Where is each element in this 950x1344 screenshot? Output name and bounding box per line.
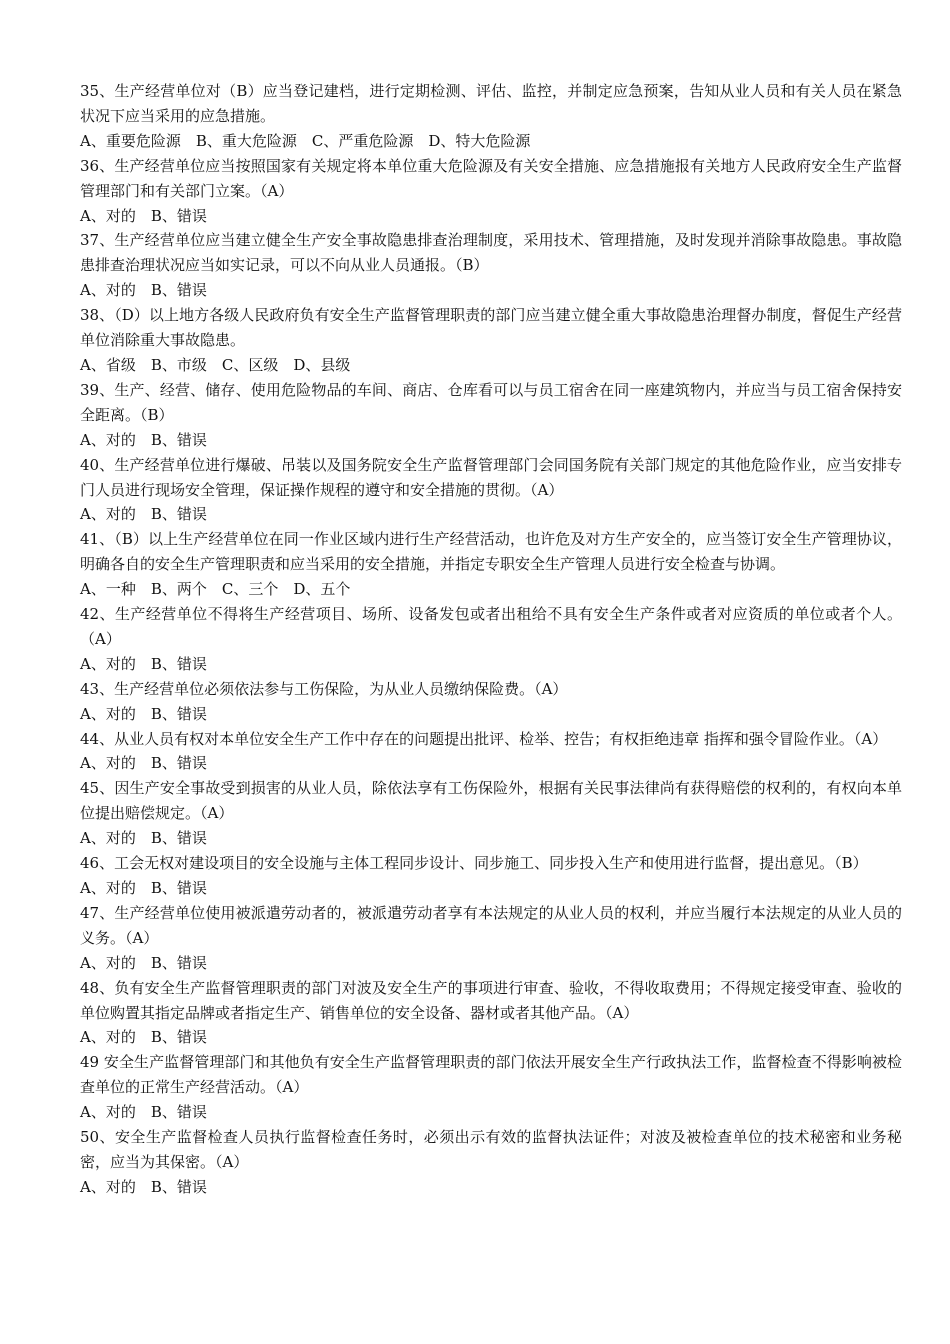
question-37: 37、生产经营单位应当建立健全生产安全事故隐患排查治理制度，采用技术、管理措施，及时发现并消除事故隐患。事故隐患排查治理状况应当如实记录，可以不向从业人员通报。（B） bbox=[80, 231, 902, 275]
question-35: 35、生产经营单位对（B）应当登记建档，进行定期检测、评估、监控，并制定应急预案，告知从业人员和有关人员在紧急状况下应当采用的应急措施。 bbox=[80, 82, 902, 125]
options-47: A、对的 B、错误 bbox=[80, 953, 207, 972]
options-36: A、对的 B、错误 bbox=[80, 206, 207, 225]
options-40: A、对的 B、错误 bbox=[80, 505, 207, 524]
options-50: A、对的 B、错误 bbox=[80, 1177, 207, 1196]
question-50: 50、安全生产监督检查人员执行监督检查任务时，必须出示有效的监督执法证件；对波及被检查单位的技术秘密和业务秘密，应当为其保密。（A） bbox=[80, 1128, 902, 1171]
question-43: 43、生产经营单位必须依法参与工伤保险，为从业人员缴纳保险费。（A） bbox=[80, 679, 568, 698]
question-41: 41、（B）以上生产经营单位在同一作业区域内进行生产经营活动，也许危及对方生产安全的，应当签订安全生产管理协议，明确各自的安全生产管理职责和应当采用的安全措施，并指定专职安全生产管理人员进行安全检查与协调。 bbox=[80, 530, 902, 574]
options-46: A、对的 B、错误 bbox=[80, 879, 207, 897]
question-47: 47、生产经营单位使用被派遣劳动者的，被派遣劳动者享有本法规定的从业人员的权利，并应当履行本法规定的从业人员的义务。（A） bbox=[80, 903, 902, 947]
options-44: A、对的 B、错误 bbox=[80, 754, 207, 773]
question-40: 40、生产经营单位进行爆破、吊装以及国务院安全生产监督管理部门会同国务院有关部门规定的其他危险作业，应当安排专门人员进行现场安全管理，保证操作规程的遵守和安全措施的贯彻。（A） bbox=[80, 455, 902, 499]
question-42: 42、生产经营单位不得将生产经营项目、场所、设备发包或者出租给不具有安全生产条件或者对应资质的单位或者个人。（A） bbox=[80, 605, 902, 648]
options-48: A、对的 B、错误 bbox=[80, 1028, 207, 1047]
question-48: 48、负有安全生产监督管理职责的部门对波及安全生产的事项进行审查、验收，不得收取费用；不得规定接受审查、验收的单位购置其指定品牌或者指定生产、销售单位的安全设备、器材或者其他产品。（A） bbox=[80, 978, 902, 1022]
options-38: A、省级 B、市级 C、区级 D、县级 bbox=[80, 355, 351, 374]
options-49: A、对的 B、错误 bbox=[80, 1103, 207, 1122]
question-44: 44、从业人员有权对本单位安全生产工作中存在的问题提出批评、检举、控告；有权拒绝违章 指挥和强令冒险作业。（A） bbox=[80, 729, 888, 748]
options-39: A、对的 B、错误 bbox=[80, 430, 207, 449]
options-42: A、对的 B、错误 bbox=[80, 654, 207, 673]
question-38: 38、（D）以上地方各级人民政府负有安全生产监督管理职责的部门应当建立健全重大事故隐患治理督办制度，督促生产经营单位消除重大事故隐患。 bbox=[80, 306, 902, 350]
options-45: A、对的 B、错误 bbox=[80, 829, 207, 848]
options-43: A、对的 B、错误 bbox=[80, 704, 207, 723]
options-41: A、一种 B、两个 C、三个 D、五个 bbox=[80, 580, 351, 599]
question-46: 46、工会无权对建设项目的安全设施与主体工程同步设计、同步施工、同步投入生产和使用进行监督，提出意见。（B） bbox=[80, 854, 868, 873]
question-36: 36、生产经营单位应当按照国家有关规定将本单位重大危险源及有关安全措施、应急措施报有关地方人民政府安全生产监督管理部门和有关部门立案。（A） bbox=[80, 156, 902, 200]
question-list bbox=[80, 79, 902, 1200]
question-49: 49 安全生产监督管理部门和其他负有安全生产监督管理职责的部门依法开展安全生产行政执法工作，监督检查不得影响被检查单位的正常生产经营活动。（A） bbox=[80, 1053, 902, 1097]
options-35: A、重要危险源 B、重大危险源 C、严重危险源 D、特大危险源 bbox=[80, 131, 531, 150]
question-45: 45、因生产安全事故受到损害的从业人员，除依法享有工伤保险外，根据有关民事法律尚有获得赔偿的权利的，有权向本单位提出赔偿规定。（A） bbox=[80, 779, 902, 823]
options-37: A、对的 B、错误 bbox=[80, 281, 207, 300]
question-39: 39、生产、经营、储存、使用危险物品的车间、商店、仓库看可以与员工宿舍在同一座建筑物内，并应当与员工宿舍保持安全距离。（B） bbox=[80, 380, 902, 424]
